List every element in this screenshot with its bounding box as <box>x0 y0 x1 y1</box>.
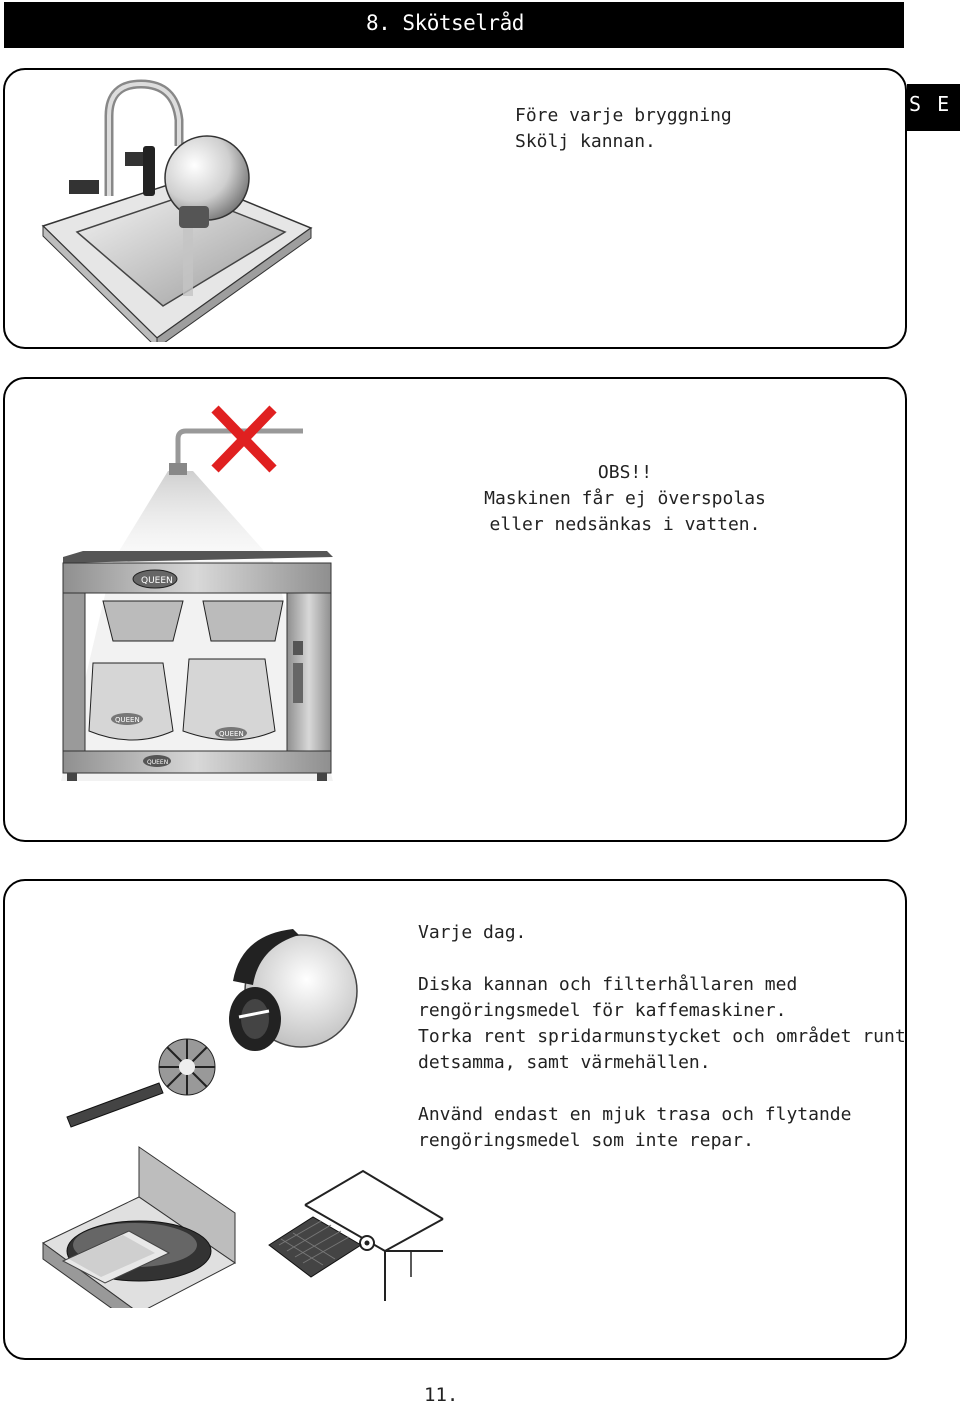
section-title: 8. Skötselråd <box>366 11 524 35</box>
machine-sponge-icon <box>265 1167 445 1307</box>
panel-before-brewing <box>3 68 907 349</box>
daily-paragraph1-line-2: rengöringsmedel för kaffemaskiner. <box>418 1000 787 1021</box>
warning-title: OBS!! <box>597 462 653 483</box>
language-tab <box>907 84 960 131</box>
panel-daily-care <box>3 879 907 1360</box>
section-header-bar <box>4 2 904 48</box>
brand-label-top: QUEEN <box>141 576 173 586</box>
brand-label-base: QUEEN <box>147 759 169 766</box>
coffee-machine-no-water-icon <box>53 401 343 801</box>
page-number: 11. <box>424 1384 459 1406</box>
language-tab-label: S E <box>909 92 952 116</box>
sink-rinse-jug-icon <box>39 76 319 342</box>
daily-paragraph2-line-2: rengöringsmedel som inte repar. <box>418 1130 754 1151</box>
daily-paragraph2-line-1: Använd endast en mjuk trasa och flytande <box>418 1104 852 1125</box>
before-brewing-line-1: Före varje bryggning <box>515 105 732 126</box>
daily-paragraph1-line-3: Torka rent spridarmunstycket och området runt <box>418 1026 906 1047</box>
daily-heading: Varje dag. <box>418 922 527 943</box>
warning-line-1: Maskinen får ej överspolas <box>484 488 766 509</box>
hotplate-cloth-icon <box>39 1143 239 1308</box>
panel-warning <box>3 377 907 842</box>
before-brewing-line-2: Skölj kannan. <box>515 131 656 152</box>
daily-paragraph1-line-1: Diska kannan och filterhållaren med <box>418 974 798 995</box>
filter-holder-brush-icon <box>63 921 363 1131</box>
daily-paragraph1-line-4: detsamma, samt värmehällen. <box>418 1052 711 1073</box>
brand-label-jug-right: QUEEN <box>219 730 244 738</box>
brand-label-jug-left: QUEEN <box>115 716 140 724</box>
warning-line-2: eller nedsänkas i vatten. <box>489 514 761 535</box>
